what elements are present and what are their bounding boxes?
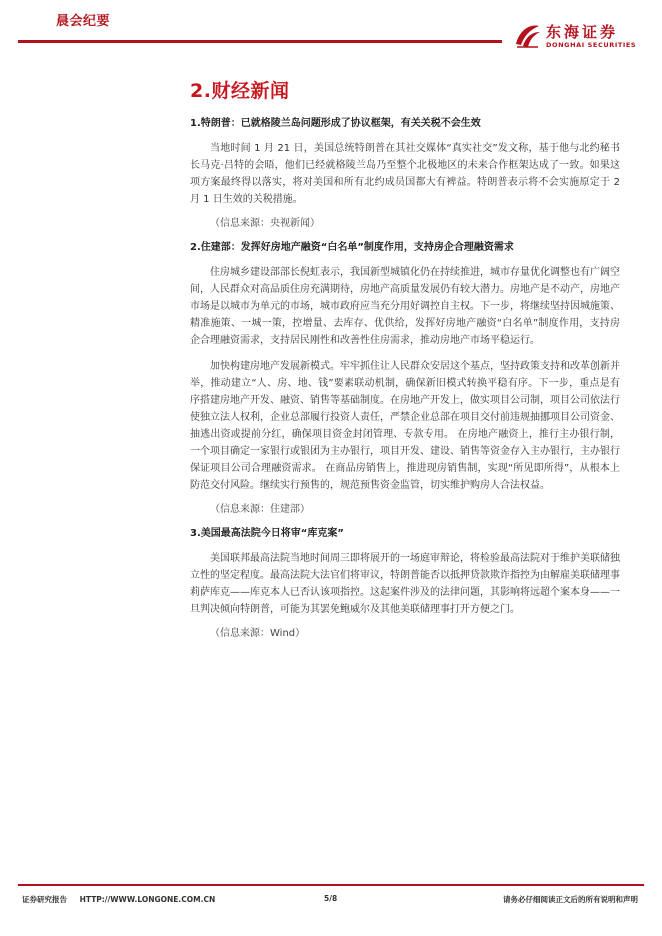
donghai-logo-icon — [512, 20, 542, 50]
news-title: 2.住建部：发挥好房地产融资“白名单”制度作用，支持房企合理融资需求 — [190, 242, 514, 253]
news-item — [190, 241, 620, 517]
news-paragraph: 住房城乡建设部部长倪虹表示，我国新型城镇化仍在持续推进，城市存量优化调整也有广阔空间，人民群众对高品质住房充满期待，房地产高质量发展仍有较大潜力。房地产是不动产，房地产市场是以城市为单元的市场，城市政府应当充分用好调控自主权。下一步，将继续坚持因城施策、精准施策、一城一策，控增量、去库存、优供给，发挥好房地产融资“白名单”制度作用，支持房企合理融资需求，支持居民刚性和改善性住房需求，推动房地产市场平稳运行。 — [190, 267, 620, 346]
footer-left — [22, 894, 225, 905]
page-number: 5/8 — [324, 894, 338, 903]
header-divider — [18, 40, 502, 43]
news-item — [190, 117, 620, 231]
news-source: （信息来源：住建部） — [210, 504, 310, 515]
news-source: （信息来源：央视新闻） — [210, 218, 320, 229]
logo-chinese-name: 东海证券 — [546, 23, 619, 41]
page-footer — [0, 884, 662, 936]
page-header — [0, 0, 662, 52]
footer-divider — [18, 884, 644, 886]
news-item — [190, 527, 620, 641]
news-paragraph: 美国联邦最高法院当地时间周三即将展开的一场庭审辩论，将检验最高法院对于维护美联储独立性的坚定程度。最高法院大法官们将审议，特朗普能否以抵押贷款欺诈指控为由解雇美联储理事莉萨库克——库克本人已否认该项指控。这起案件涉及的法律问题，其影响将远超个案本身——一旦判决倾向特朗普，可能为其罢免鲍威尔及其他美联储理事打开方便之门。 — [190, 553, 620, 615]
news-paragraph: 当地时间 1 月 21 日，美国总统特朗普在其社交媒体“真实社交”发文称，基于他与北约秘书长马克·吕特的会晤，他们已经就格陵兰岛乃至整个北极地区的未来合作框架达成了一致。如果这项方案最终得以落实，将对美国和所有北约成员国都大有裨益。特朗普表示将不会实施原定于 2 月 1 日生效的关税措施。 — [190, 143, 620, 205]
logo-english-name: DONGHAI SECURITIES — [546, 41, 637, 49]
footer-report-type: 证券研究报告 — [22, 895, 67, 904]
news-title: 1.特朗普：已就格陵兰岛问题形成了协议框架，有关关税不会生效 — [190, 118, 481, 129]
news-paragraph: 加快构建房地产发展新模式。牢牢抓住让人民群众安居这个基点，坚持政策支持和改革创新并举，推动建立“人、房、地、钱”要素联动机制，确保新旧模式转换平稳有序。下一步，重点是有序搭建房地产开发、融资、销售等基础制度。在房地产开发上，做实项目公司制，项目公司依法行使独立法人权利，企业总部履行投资人责任，严禁企业总部在项目交付前违规抽挪项目公司资金、抽逃出资或提前分红，确保项目资金封闭管理、专款专用。 在房地产融资上，推行主办银行制，一个项目确定一家银行或银团为主办银行，项目开发、建设、销售等资金存入主办银行，主办银行保证项目公司合理融资需求。 在商品房销售上，推进现房销售制，实现“所见即所得”，从根本上防范交付风险。继续实行预售的，规范预售资金监管，切实维护购房人合法权益。 — [190, 361, 620, 491]
footer-website-link[interactable]: HTTP://WWW.LONGONE.COM.CN — [79, 895, 216, 904]
header-title: 晨会纪要 — [56, 14, 111, 29]
news-source: （信息来源：Wind） — [210, 628, 306, 639]
footer-disclaimer: 请务必仔细阅读正文后的所有说明和声明 — [503, 895, 638, 904]
news-title: 3.美国最高法院今日将审“库克案” — [190, 528, 344, 539]
main-content — [190, 76, 620, 651]
section-title: 2.财经新闻 — [190, 80, 290, 102]
company-logo — [512, 20, 650, 50]
